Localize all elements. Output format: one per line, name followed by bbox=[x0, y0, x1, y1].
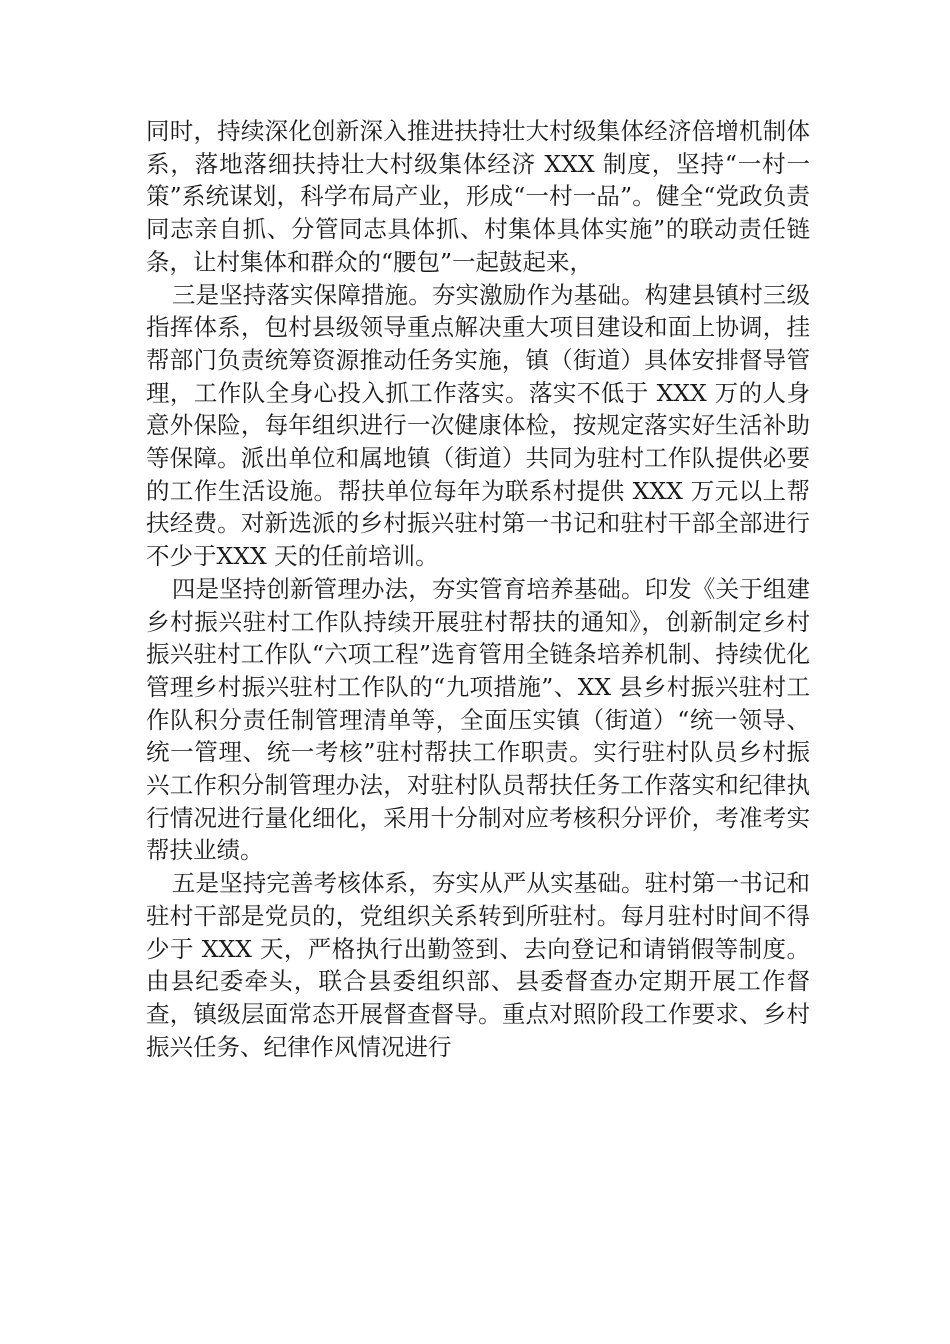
paragraph-1: 同时，持续深化创新深入推进扶持壮大村级集体经济倍增机制体系，落地落细扶持壮大村级集体经济 XXX 制度，坚持“一村一策”系统谋划，科学布局产业，形成“一村一品”。健全“党政负责同志亲自抓、分管同志具体抓、村集体具体实施”的联动责任链条，让村集体和群众的“腰包”一起鼓起来， bbox=[146, 117, 810, 276]
paragraph-4: 五是坚持完善考核体系，夯实从严从实基础。驻村第一书记和驻村干部是党员的，党组织关系转到所驻村。每月驻村时间不得少于 XXX 天，严格执行出勤签到、去向登记和请销假等制度。由县纪委牵头，联合县委组织部、县委督查办定期开展工作督查，镇级层面常态开展督查督导。重点对照阶段工作要求、乡村振兴任务、纪律作风情况进行 bbox=[146, 869, 810, 1061]
paragraph-2: 三是坚持落实保障措施。夯实激励作为基础。构建县镇村三级指挥体系，包村县级领导重点解决重大项目建设和面上协调，挂帮部门负责统筹资源推动任务实施，镇（街道）具体安排督导管理，工作队全身心投入抓工作落实。落实不低于 XXX 万的人身意外保险，每年组织进行一次健康体检，按规定落实好生活补助等保障。派出单位和属地镇（街道）共同为驻村工作队提供必要的工作生活设施。帮扶单位每年为联系村提供 XXX 万元以上帮扶经费。对新选派的乡村振兴驻村第一书记和驻村干部全部进行不少于XXX 天的任前培训。 bbox=[146, 280, 810, 571]
paragraph-3: 四是坚持创新管理办法，夯实管育培养基础。印发《关于组建乡村振兴驻村工作队持续开展驻村帮扶的通知》，创新制定乡村振兴驻村工作队“六项工程”选育管用全链条培养机制、持续优化管理乡村振兴驻村工作队的“九项措施”、XX 县乡村振兴驻村工作队积分责任制管理清单等，全面压实镇（街道）“统一领导、统一管理、统一考核”驻村帮扶工作职责。实行驻村队员乡村振兴工作积分制管理办法，对驻村队员帮扶任务工作落实和纪律执行情况进行量化细化，采用十分制对应考核积分评价，考准考实帮扶业绩。 bbox=[146, 574, 810, 865]
document-body bbox=[146, 115, 810, 1063]
